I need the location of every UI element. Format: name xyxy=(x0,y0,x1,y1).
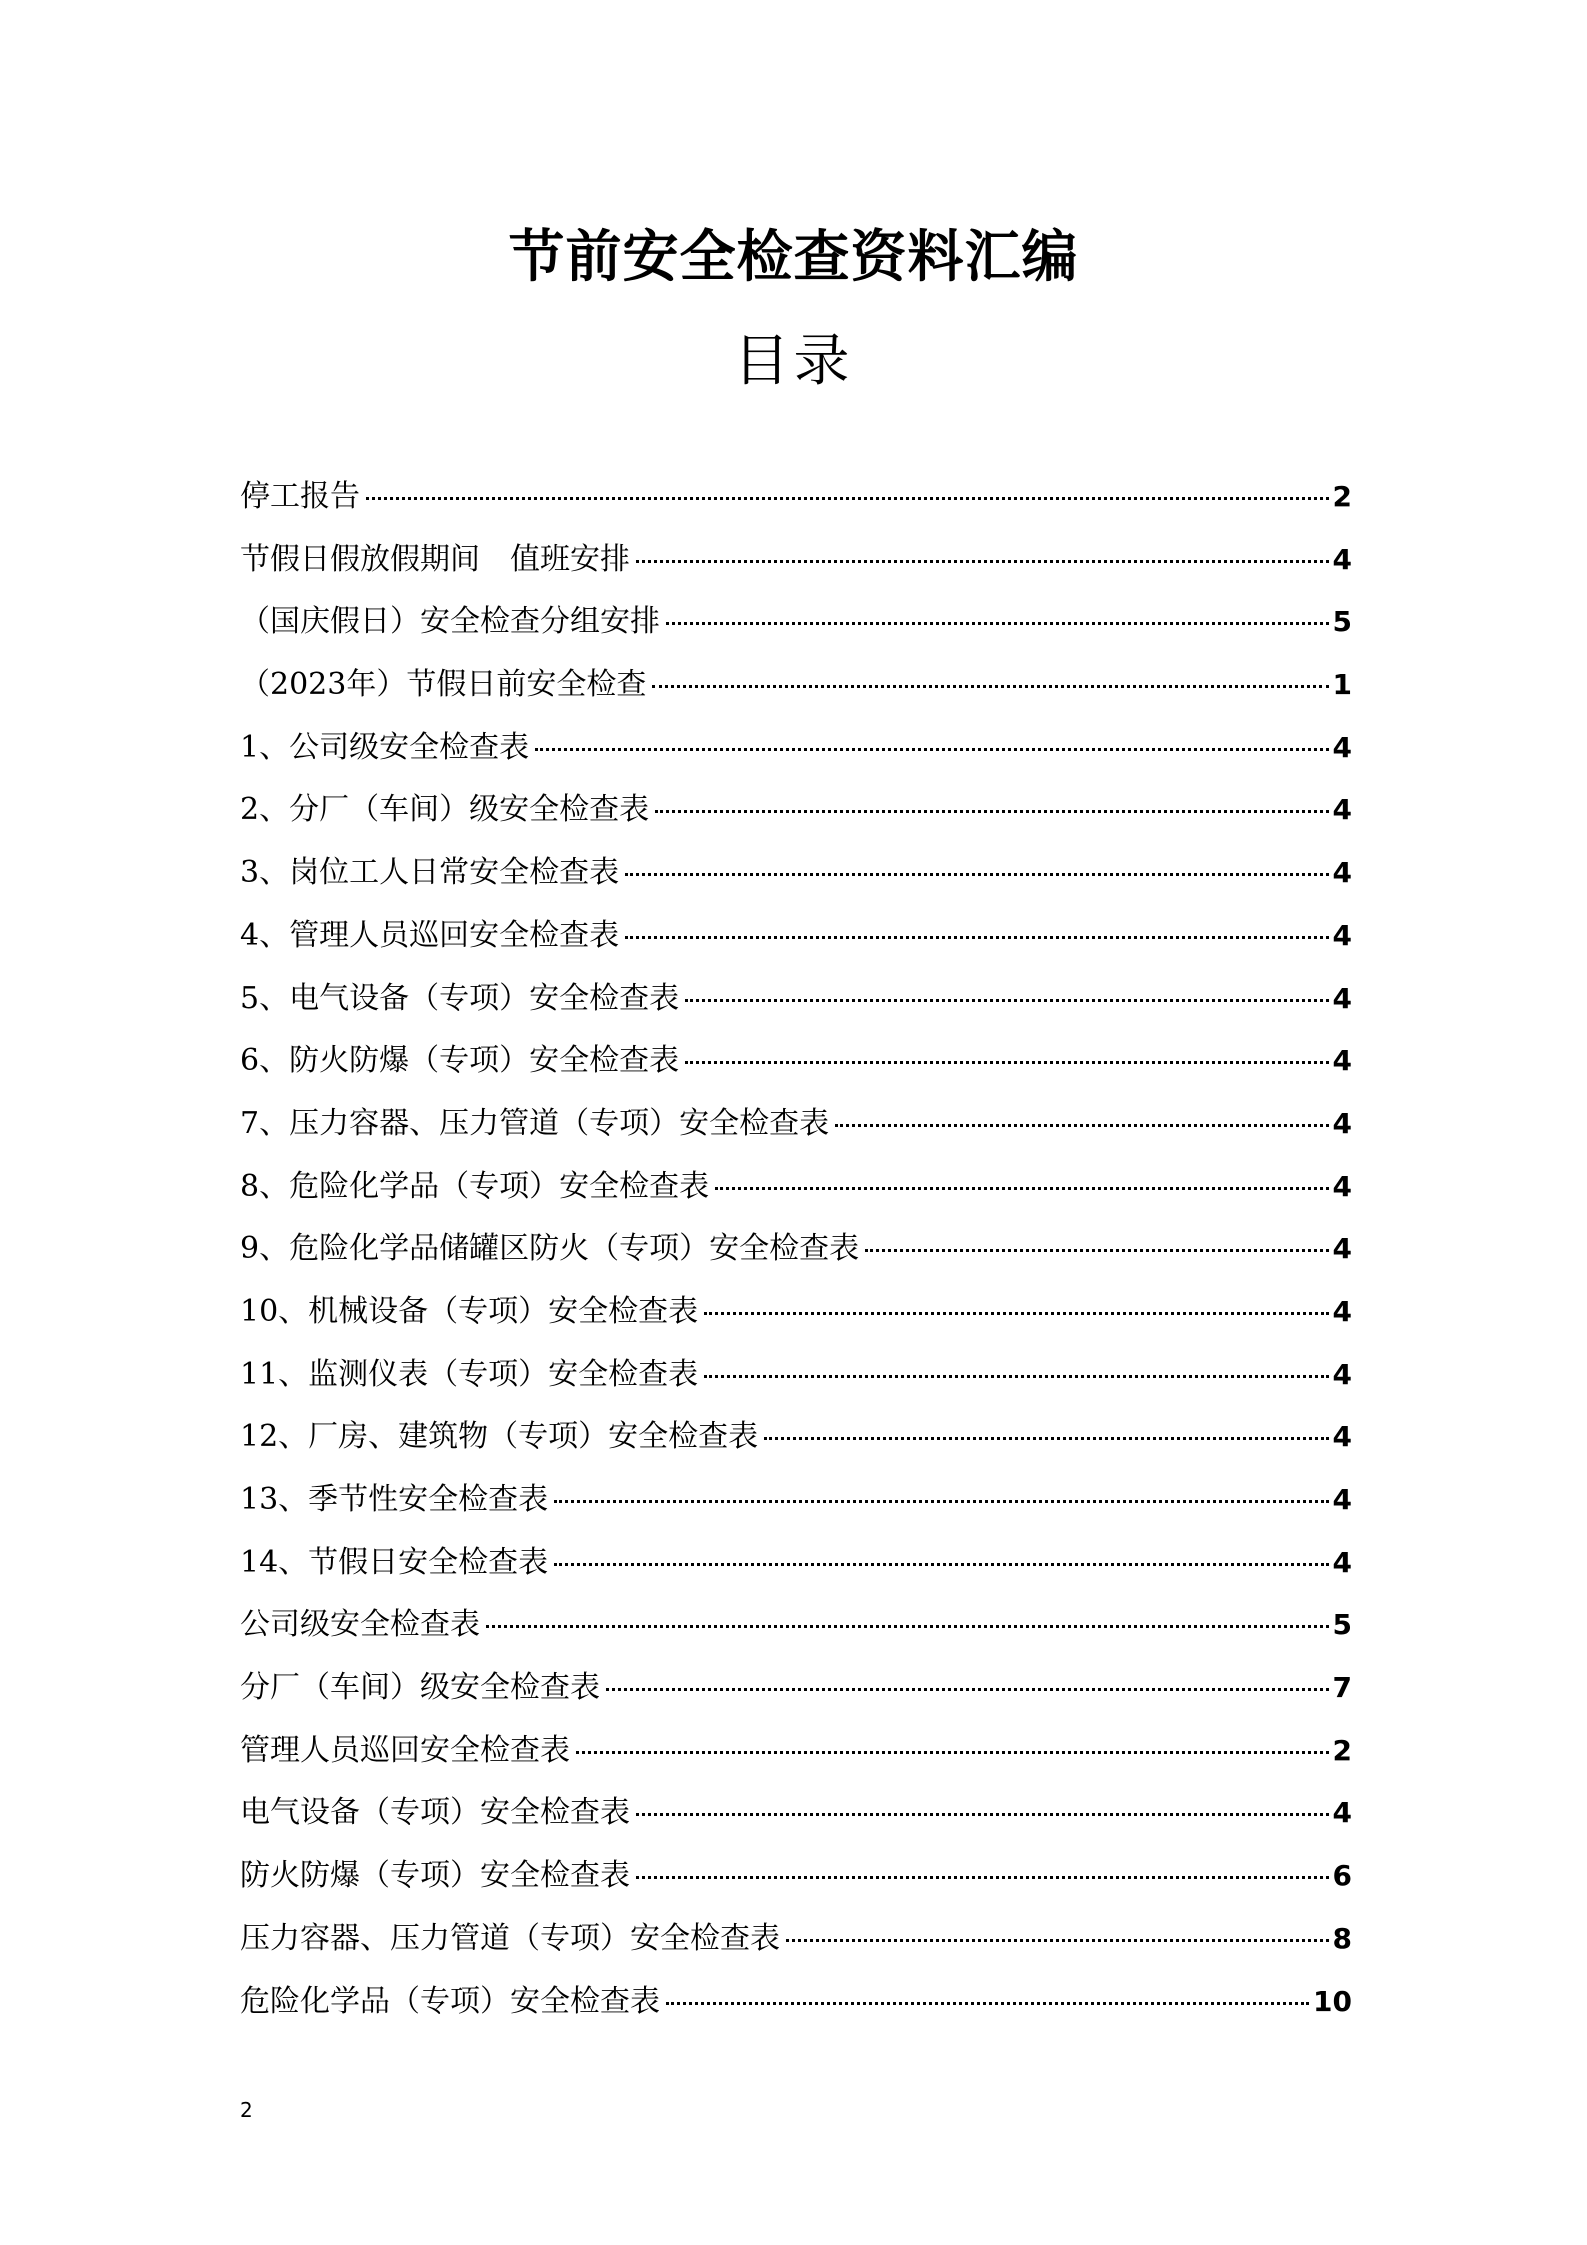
toc-entry-label: 11、监测仪表（专项）安全检查表 xyxy=(240,1356,699,1392)
toc-entry-page: 4 xyxy=(1332,981,1352,1015)
toc-entry[interactable] xyxy=(240,466,1352,529)
toc-dot-leader xyxy=(366,497,1329,500)
toc-entry-page: 4 xyxy=(1332,793,1352,827)
toc-entry-label: 公司级安全检查表 xyxy=(240,1607,480,1643)
toc-entry[interactable] xyxy=(240,591,1352,654)
document-title: 节前安全检查资料汇编 xyxy=(508,225,1079,290)
toc-entry[interactable] xyxy=(240,1845,1352,1908)
toc-entry-page: 4 xyxy=(1332,1169,1352,1203)
toc-entry-label: 电气设备（专项）安全检查表 xyxy=(240,1795,630,1831)
toc-entry-label: 2、分厂（车间）级安全检查表 xyxy=(240,792,650,828)
toc-entry-page: 4 xyxy=(1332,1796,1352,1830)
toc-dot-leader xyxy=(764,1437,1328,1440)
toc-entry[interactable] xyxy=(240,1532,1352,1595)
toc-entry[interactable] xyxy=(240,1344,1352,1407)
toc-entry[interactable] xyxy=(240,1782,1352,1845)
toc-entry-label: 7、压力容器、压力管道（专项）安全检查表 xyxy=(240,1105,830,1141)
toc-dot-leader xyxy=(535,748,1328,751)
toc-entry-page: 8 xyxy=(1332,1921,1352,1955)
toc-dot-leader xyxy=(576,1751,1329,1754)
toc-dot-leader xyxy=(636,560,1329,563)
toc-dot-leader xyxy=(685,999,1328,1002)
toc-dot-leader xyxy=(636,1876,1329,1879)
toc-entry-page: 4 xyxy=(1332,1106,1352,1140)
toc-dot-leader xyxy=(685,1061,1328,1064)
toc-entry-label: （2023年）节假日前安全检查 xyxy=(240,667,647,703)
toc-entry[interactable] xyxy=(240,1406,1352,1469)
toc-entry[interactable] xyxy=(240,529,1352,592)
toc-entry-page: 10 xyxy=(1313,1984,1352,2018)
toc-entry-page: 6 xyxy=(1332,1859,1352,1893)
page-number: 2 xyxy=(240,2098,253,2122)
toc-entry-page: 5 xyxy=(1332,605,1352,639)
toc-entry-page: 4 xyxy=(1332,1044,1352,1078)
toc-entry-label: 6、防火防爆（专项）安全检查表 xyxy=(240,1043,680,1079)
toc-dot-leader xyxy=(606,1688,1329,1691)
toc-entry[interactable] xyxy=(240,1720,1352,1783)
toc-entry-page: 4 xyxy=(1332,730,1352,764)
toc-dot-leader xyxy=(786,1939,1329,1942)
toc-dot-leader xyxy=(636,1813,1329,1816)
toc-entry-label: 停工报告 xyxy=(240,479,360,514)
toc-entry-label: 管理人员巡回安全检查表 xyxy=(240,1732,570,1768)
table-of-contents xyxy=(240,466,1352,2033)
toc-entry-label: 12、厂房、建筑物（专项）安全检查表 xyxy=(240,1419,759,1455)
toc-entry[interactable] xyxy=(240,905,1352,968)
toc-dot-leader xyxy=(715,1187,1328,1190)
toc-entry[interactable] xyxy=(240,1908,1352,1971)
toc-entry-label: 危险化学品（专项）安全检查表 xyxy=(240,1983,660,2019)
toc-dot-leader xyxy=(835,1124,1328,1127)
toc-entry-page: 4 xyxy=(1332,1483,1352,1516)
toc-dot-leader xyxy=(554,1563,1328,1566)
toc-entry-page: 4 xyxy=(1332,1545,1352,1579)
toc-entry-label: 14、节假日安全检查表 xyxy=(240,1544,549,1580)
toc-entry[interactable] xyxy=(240,654,1352,717)
toc-entry[interactable] xyxy=(240,1594,1352,1657)
toc-dot-leader xyxy=(865,1249,1328,1252)
toc-dot-leader xyxy=(486,1625,1329,1628)
toc-entry-label: （国庆假日）安全检查分组安排 xyxy=(240,604,660,640)
toc-entry-page: 4 xyxy=(1332,1357,1352,1391)
toc-entry-label: 分厂（车间）级安全检查表 xyxy=(240,1670,600,1706)
toc-entry-page: 2 xyxy=(1332,1733,1352,1767)
toc-entry[interactable] xyxy=(240,1030,1352,1093)
toc-entry-page: 4 xyxy=(1332,918,1352,952)
toc-entry-page: 4 xyxy=(1332,1420,1352,1454)
toc-entry-label: 9、危险化学品储罐区防火（专项）安全检查表 xyxy=(240,1231,860,1267)
toc-entry[interactable] xyxy=(240,1971,1352,2034)
toc-entry-page: 4 xyxy=(1332,542,1352,576)
toc-dot-leader xyxy=(554,1500,1328,1503)
toc-dot-leader xyxy=(666,2002,1309,2005)
toc-entry-label: 10、机械设备（专项）安全检查表 xyxy=(240,1293,699,1329)
toc-entry[interactable] xyxy=(240,1281,1352,1344)
toc-dot-leader xyxy=(704,1312,1328,1315)
toc-dot-leader xyxy=(655,810,1328,813)
toc-entry[interactable] xyxy=(240,1657,1352,1720)
toc-dot-leader xyxy=(625,936,1328,939)
toc-entry-label: 4、管理人员巡回安全检查表 xyxy=(240,917,620,953)
toc-dot-leader xyxy=(704,1375,1328,1378)
toc-heading: 目录 xyxy=(733,329,854,394)
toc-entry[interactable] xyxy=(240,968,1352,1031)
toc-entry-page: 7 xyxy=(1332,1671,1352,1705)
toc-entry[interactable] xyxy=(240,717,1352,780)
toc-entry-page: 4 xyxy=(1332,1294,1352,1328)
toc-entry-label: 1、公司级安全检查表 xyxy=(240,729,530,765)
toc-entry-page: 4 xyxy=(1332,1232,1352,1266)
toc-entry[interactable] xyxy=(240,842,1352,905)
toc-dot-leader xyxy=(652,685,1328,688)
toc-entry[interactable] xyxy=(240,1469,1352,1532)
toc-entry[interactable] xyxy=(240,1093,1352,1156)
toc-entry-page: 4 xyxy=(1332,856,1352,890)
toc-entry-page: 5 xyxy=(1332,1608,1352,1642)
toc-entry[interactable] xyxy=(240,1218,1352,1281)
toc-entry-label: 13、季节性安全检查表 xyxy=(240,1482,549,1517)
toc-entry-label: 防火防爆（专项）安全检查表 xyxy=(240,1858,630,1894)
toc-entry-label: 压力容器、压力管道（专项）安全检查表 xyxy=(240,1920,780,1956)
toc-entry-page: 2 xyxy=(1332,480,1352,513)
toc-entry-label: 8、危险化学品（专项）安全检查表 xyxy=(240,1168,710,1204)
toc-entry[interactable] xyxy=(240,779,1352,842)
toc-entry-page: 1 xyxy=(1332,668,1352,702)
toc-entry-label: 节假日假放假期间 值班安排 xyxy=(240,541,630,577)
toc-dot-leader xyxy=(666,622,1329,625)
toc-entry-label: 3、岗位工人日常安全检查表 xyxy=(240,855,620,891)
toc-entry[interactable] xyxy=(240,1156,1352,1219)
toc-entry-label: 5、电气设备（专项）安全检查表 xyxy=(240,980,680,1016)
toc-dot-leader xyxy=(625,873,1328,876)
